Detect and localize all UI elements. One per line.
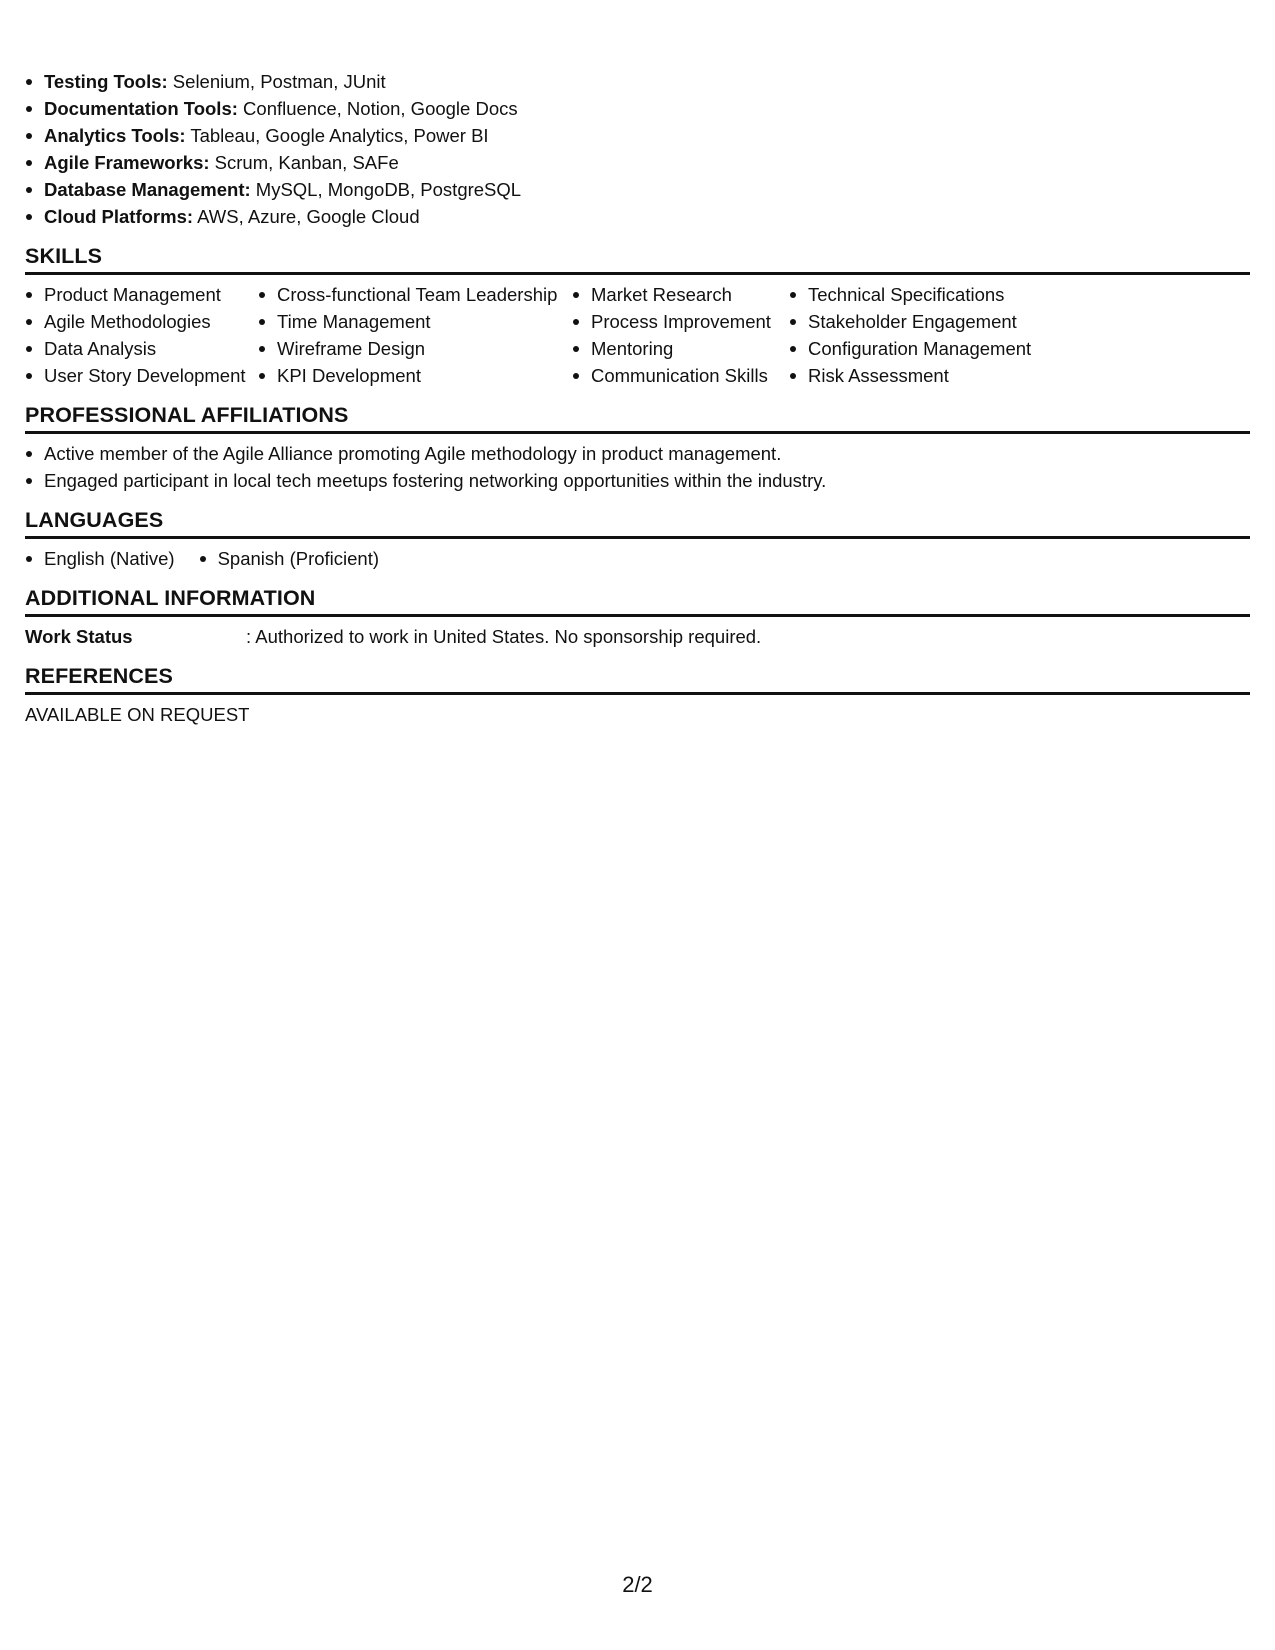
references-section — [25, 662, 1250, 728]
list-item: Technical Specifications — [789, 281, 1089, 308]
section-heading: PROFESSIONAL AFFILIATIONS — [25, 401, 1250, 434]
list-item: Spanish (Proficient) — [199, 545, 379, 572]
section-heading: SKILLS — [25, 242, 1250, 275]
languages-section — [25, 506, 1250, 572]
page-number: 2/2 — [622, 1572, 653, 1597]
list-item: User Story Development — [25, 362, 258, 389]
tool-label: Documentation Tools: — [44, 98, 238, 119]
tool-value: Tableau, Google Analytics, Power BI — [185, 125, 489, 146]
section-heading: REFERENCES — [25, 662, 1250, 695]
list-item: Configuration Management — [789, 335, 1089, 362]
list-item: Product Management — [25, 281, 258, 308]
resume-page — [25, 68, 1250, 728]
section-heading: ADDITIONAL INFORMATION — [25, 584, 1250, 617]
tool-label: Analytics Tools: — [44, 125, 186, 146]
tool-label: Cloud Platforms: — [44, 206, 194, 227]
skills-column — [25, 281, 258, 389]
tool-value: Scrum, Kanban, SAFe — [209, 152, 399, 173]
list-item: Risk Assessment — [789, 362, 1089, 389]
tool-label: Testing Tools: — [44, 71, 168, 92]
work-status-row — [25, 623, 1250, 650]
tool-value: AWS, Azure, Google Cloud — [193, 206, 420, 227]
work-status-value: : Authorized to work in United States. No sponsorship required. — [246, 626, 762, 647]
section-heading: LANGUAGES — [25, 506, 1250, 539]
additional-information-section — [25, 584, 1250, 650]
list-item: English (Native) — [25, 545, 175, 572]
list-item: Mentoring — [572, 335, 789, 362]
tool-value: Confluence, Notion, Google Docs — [237, 98, 518, 119]
list-item: Cross-functional Team Leadership — [258, 281, 572, 308]
list-item — [25, 203, 1250, 230]
tool-value: MySQL, MongoDB, PostgreSQL — [250, 179, 522, 200]
list-item: Agile Methodologies — [25, 308, 258, 335]
list-item: Market Research — [572, 281, 789, 308]
tool-label: Database Management: — [44, 179, 251, 200]
list-item — [25, 176, 1250, 203]
languages-list — [25, 545, 1250, 572]
list-item: KPI Development — [258, 362, 572, 389]
skills-grid — [25, 281, 1250, 389]
tool-value: Selenium, Postman, JUnit — [167, 71, 386, 92]
skills-column — [572, 281, 789, 389]
tool-label: Agile Frameworks: — [44, 152, 210, 173]
list-item: Wireframe Design — [258, 335, 572, 362]
list-item — [25, 149, 1250, 176]
list-item: Process Improvement — [572, 308, 789, 335]
list-item — [25, 95, 1250, 122]
list-item: Time Management — [258, 308, 572, 335]
list-item: Data Analysis — [25, 335, 258, 362]
work-status-label: Work Status — [25, 626, 133, 647]
list-item — [25, 122, 1250, 149]
list-item: Engaged participant in local tech meetups fostering networking opportunities within the industry. — [25, 467, 1250, 494]
list-item: Communication Skills — [572, 362, 789, 389]
list-item — [25, 68, 1250, 95]
list-item: Active member of the Agile Alliance promoting Agile methodology in product management. — [25, 440, 1250, 467]
references-text: AVAILABLE ON REQUEST — [25, 704, 250, 725]
skills-column — [789, 281, 1089, 389]
tools-list — [25, 68, 1250, 230]
skills-column — [258, 281, 572, 389]
list-item: Stakeholder Engagement — [789, 308, 1089, 335]
affiliations-list — [25, 440, 1250, 494]
skills-section — [25, 242, 1250, 389]
affiliations-section — [25, 401, 1250, 494]
